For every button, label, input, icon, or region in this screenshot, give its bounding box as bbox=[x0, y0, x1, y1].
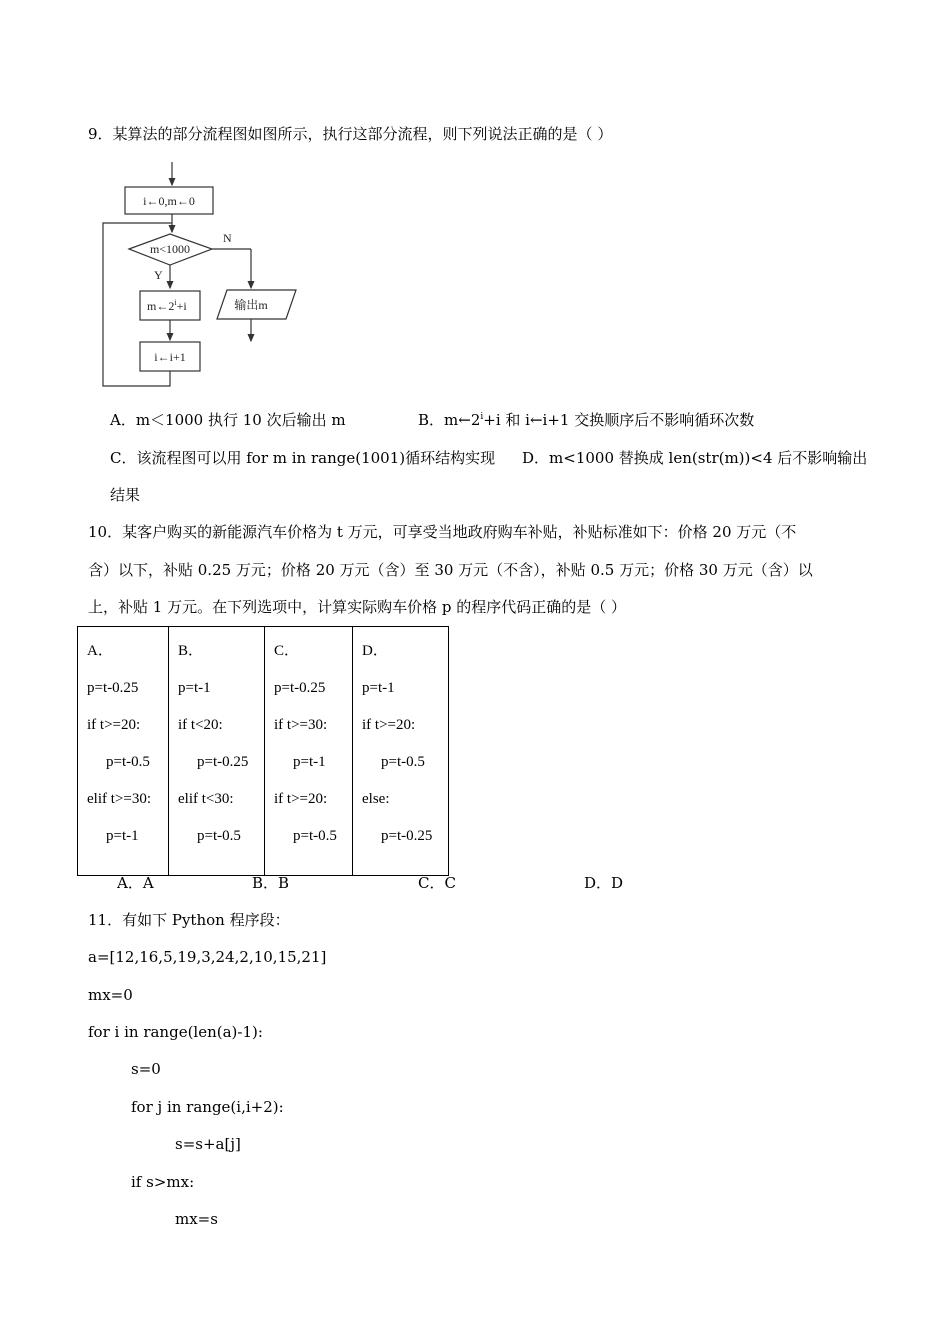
q11-code-line: for i in range(len(a)-1): bbox=[88, 1023, 263, 1041]
code-line: p=t-1 bbox=[178, 680, 211, 696]
code-line: if t>=20: bbox=[274, 791, 328, 807]
q11-code-line: mx=0 bbox=[88, 986, 133, 1004]
q9-stem: 9．某算法的部分流程图如图所示，执行这部分流程，则下列说法正确的是（ ） bbox=[88, 125, 613, 143]
no-label: N bbox=[223, 231, 232, 245]
code-column-a bbox=[78, 627, 169, 876]
code-line: p=t-0.25 bbox=[381, 828, 433, 844]
code-line: if t>=20: bbox=[87, 717, 141, 733]
q11-stem: 11．有如下 Python 程序段： bbox=[88, 911, 290, 929]
code-line: p=t-1 bbox=[362, 680, 395, 696]
q9-option-a[interactable]: A．m＜1000 执行 10 次后输出 m bbox=[110, 411, 346, 429]
code-column-b bbox=[169, 627, 265, 876]
q10-choice-d[interactable]: D．D bbox=[584, 874, 624, 892]
code-column-label: C． bbox=[274, 643, 300, 659]
q11-code-line: s=s+a[j] bbox=[175, 1135, 241, 1153]
code-line: p=t-0.25 bbox=[87, 680, 139, 696]
code-line: elif t<30: bbox=[178, 791, 234, 807]
condition-text: m<1000 bbox=[149, 242, 191, 256]
q11-code-line: if s>mx: bbox=[131, 1173, 195, 1191]
flowchart bbox=[96, 160, 306, 395]
code-column-label: B． bbox=[178, 643, 204, 659]
code-column-c bbox=[265, 627, 353, 876]
q10-stem-line1: 10．某客户购买的新能源汽车价格为 t 万元，可享受当地政府购车补贴，补贴标准如下：价格 20 万元（不 bbox=[88, 523, 797, 541]
q10-stem-line3: 上，补贴 1 万元。在下列选项中，计算实际购车价格 p 的程序代码正确的是（ ） bbox=[88, 598, 626, 616]
code-column-label: A． bbox=[87, 643, 113, 659]
q10-choice-a[interactable]: A．A bbox=[117, 874, 154, 892]
q10-choice-b[interactable]: B．B bbox=[252, 874, 290, 892]
q11-code-line: a=[12,16,5,19,3,24,2,10,15,21] bbox=[88, 948, 327, 966]
code-line: else: bbox=[362, 791, 390, 807]
q9-option-c[interactable]: C．该流程图可以用 for m in range(1001)循环结构实现 bbox=[110, 449, 496, 467]
code-line: p=t-0.5 bbox=[106, 754, 150, 770]
init-text: i←0,m←0 bbox=[143, 194, 195, 208]
q11-code-line: for j in range(i,i+2): bbox=[131, 1098, 284, 1116]
code-line: p=t-0.25 bbox=[197, 754, 249, 770]
q10-choice-c[interactable]: C．C bbox=[418, 874, 456, 892]
code-line: p=t-0.5 bbox=[197, 828, 241, 844]
code-line: p=t-1 bbox=[106, 828, 139, 844]
q10-code-table bbox=[77, 626, 449, 876]
code-line: elif t>=30: bbox=[87, 791, 151, 807]
step-text: $m\leftarrow 2^i+i$ bbox=[147, 298, 187, 313]
yes-label: Y bbox=[154, 268, 163, 282]
q11-code-line: s=0 bbox=[131, 1060, 161, 1078]
code-line: p=t-1 bbox=[293, 754, 326, 770]
code-line: p=t-0.5 bbox=[381, 754, 425, 770]
code-line: p=t-0.25 bbox=[274, 680, 326, 696]
q9-option-d[interactable]: D．m<1000 替换成 len(str(m))<4 后不影响输出 bbox=[522, 449, 868, 467]
q9-option-d-continued: 结果 bbox=[110, 486, 141, 504]
code-line: if t<20: bbox=[178, 717, 223, 733]
code-column-label: D． bbox=[362, 643, 388, 659]
q11-code-line: mx=s bbox=[175, 1210, 218, 1228]
q10-stem-line2: 含）以下，补贴 0.25 万元；价格 20 万元（含）至 30 万元（不含），补贴 0.5 万元；价格 30 万元（含）以 bbox=[88, 561, 813, 579]
q9-option-b[interactable]: B．$m\leftarrow 2^i+i$ 和 i←i+1 交换顺序后不影响循环次数 bbox=[418, 411, 755, 429]
increment-text: i←i+1 bbox=[154, 350, 186, 364]
code-column-d bbox=[353, 627, 449, 876]
code-line: p=t-0.5 bbox=[293, 828, 337, 844]
code-line: if t>=20: bbox=[362, 717, 416, 733]
output-text: 输出m bbox=[234, 298, 268, 312]
code-line: if t>=30: bbox=[274, 717, 328, 733]
